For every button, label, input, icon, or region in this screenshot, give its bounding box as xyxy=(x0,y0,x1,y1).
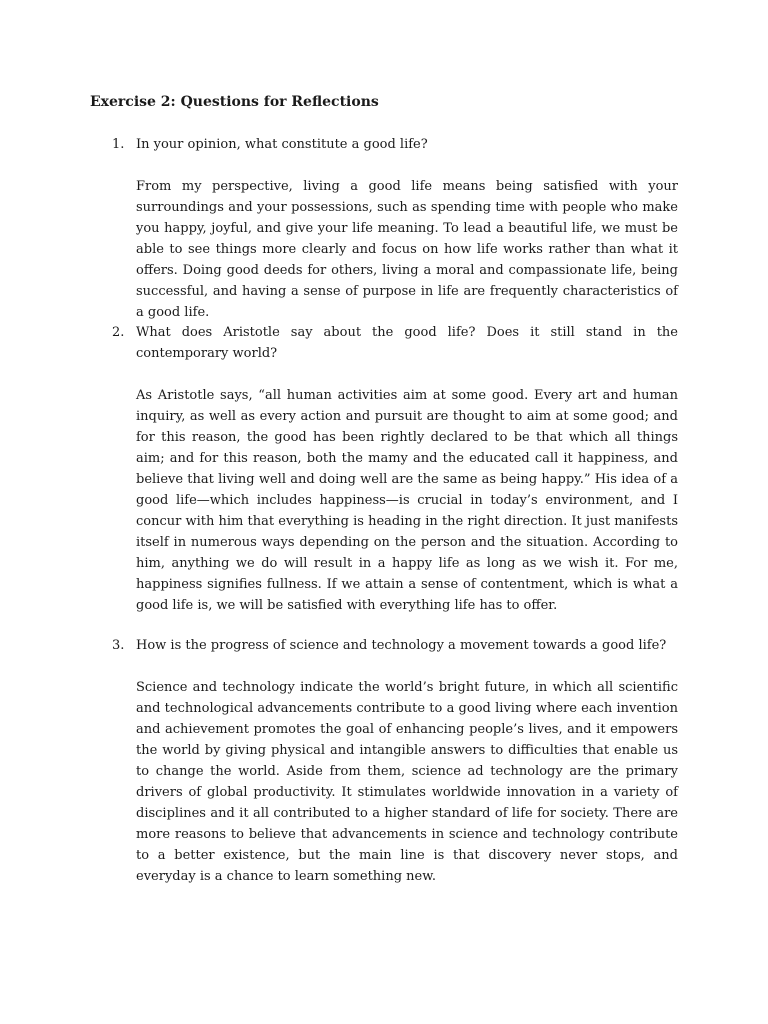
answer-1: From my perspective, living a good life means being satisfied with your surroundings and your possessions, such as spending time with people who make you happy, joyful, and give your life meaning. To lead a beautiful life, we must be able to see things more clearly and focus on how life works rather than what it offers. Doing good deeds for others, living a moral and compassionate life, being successful, and having a sense of purpose in life are frequently characteristics of a good life. xyxy=(136,179,678,320)
question-number: 2. xyxy=(112,325,125,340)
question-3 xyxy=(112,635,678,656)
question-text: How is the progress of science and technology a movement towards a good life? xyxy=(136,638,667,653)
document-title: Exercise 2: Questions for Reflections xyxy=(90,94,379,110)
question-2 xyxy=(112,322,678,364)
answer-3: Science and technology indicate the world’s bright future, in which all scientific and technological advancements contribute to a good living where each invention and achievement promotes the goal of enhancing people’s lives, and it empowers the world by giving physical and intangible answers to difficulties that enable us to change the world. Aside from them, science ad technology are the primary drivers of global productivity. It stimulates worldwide innovation in a variety of disciplines and it all contributed to a higher standard of life for society. There are more reasons to believe that advancements in science and technology contribute to a better existence, but the main line is that discovery never stops, and everyday is a chance to learn something new. xyxy=(136,680,678,884)
question-1 xyxy=(112,134,678,155)
answer-2: As Aristotle says, “all human activities aim at some good. Every art and human inquiry, as well as every action and pursuit are thought to aim at some good; and for this reason, the good has been rightly declared to be that which all things aim; and for this reason, both the mamy and the educated call it happiness, and believe that living well and doing well are the same as being happy.” His idea of a good life—which includes happiness—is crucial in today’s environment, and I concur with him that everything is heading in the right direction. It just manifests itself in numerous ways depending on the person and the situation. According to him, anything we do will result in a happy life as long as we wish it. For me, happiness signifies fullness. If we attain a sense of contentment, which is what a good life is, we will be satisfied with everything life has to offer. xyxy=(136,388,678,613)
question-number: 1. xyxy=(112,137,125,152)
question-text: In your opinion, what constitute a good life? xyxy=(136,137,428,152)
question-number: 3. xyxy=(112,638,125,653)
question-text: What does Aristotle say about the good life? Does it still stand in the contemporary world? xyxy=(136,325,678,361)
